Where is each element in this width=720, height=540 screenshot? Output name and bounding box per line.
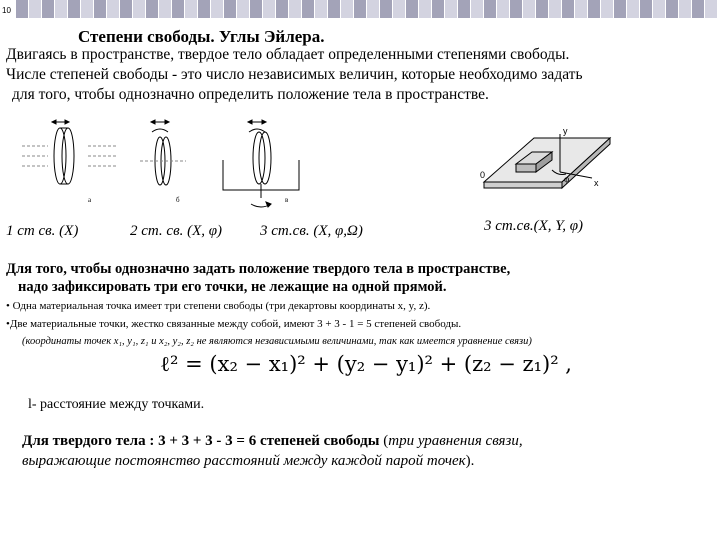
figure-letter: в bbox=[285, 196, 289, 204]
bar-square bbox=[146, 0, 158, 18]
axis-label-phi: φ bbox=[564, 174, 570, 184]
arrow-head bbox=[262, 120, 266, 124]
final-bold: Для твердого тела : 3 + 3 + 3 - 3 = 6 степеней свободы bbox=[22, 433, 380, 449]
bar-square bbox=[406, 0, 418, 18]
slide-title: Степени свободы. Углы Эйлера. bbox=[78, 27, 325, 46]
bar-square bbox=[510, 0, 522, 18]
final-paren: ( bbox=[383, 433, 389, 449]
arrow-head bbox=[248, 120, 252, 124]
final-statement-line2 bbox=[22, 453, 474, 470]
bar-square bbox=[692, 0, 704, 18]
figure-a-one-dof bbox=[18, 116, 128, 206]
plate-front bbox=[484, 182, 562, 188]
bar-square bbox=[224, 0, 236, 18]
axis-label-y: y bbox=[563, 126, 568, 136]
coordinates-note: (координаты точек x₁, y₁, z₁ и x₂, y₂, z₂ не являются независимыми величинами, так как имеется уравнение связи) bbox=[22, 336, 532, 347]
bar-square bbox=[81, 0, 93, 18]
bar-square bbox=[562, 0, 574, 18]
final-italic-1: три уравнения связи, bbox=[388, 433, 523, 449]
bar-square bbox=[549, 0, 561, 18]
bar-square bbox=[471, 0, 483, 18]
bar-square bbox=[601, 0, 613, 18]
bar-square bbox=[250, 0, 262, 18]
bar-square bbox=[575, 0, 587, 18]
figure-b-two-dof bbox=[130, 116, 220, 206]
bar-square bbox=[315, 0, 327, 18]
bar-square bbox=[133, 0, 145, 18]
figure-plate-block bbox=[478, 124, 618, 208]
bar-square bbox=[640, 0, 652, 18]
bar-square bbox=[705, 0, 717, 18]
distance-note: l- расстояние между точками. bbox=[28, 397, 205, 412]
block-front bbox=[516, 164, 536, 172]
caption-two-dof: 2 ст. св. (X, φ) bbox=[130, 223, 223, 239]
bar-square bbox=[653, 0, 665, 18]
intro-line: для того, чтобы однозначно определить положение тела в пространстве. bbox=[12, 86, 489, 103]
bar-square bbox=[393, 0, 405, 18]
caption-three-dof: 3 ст.св. (X, φ,Ω) bbox=[260, 223, 363, 239]
bullet-one-point: • Одна материальная точка имеет три степени свободы (три декартовы координаты x, y, z). bbox=[6, 300, 431, 312]
bullet-two-points: •Две материальные точки, жестко связанные между собой, имеют 3 + 3 - 1 = 5 степеней свободы. bbox=[6, 318, 462, 330]
rotation-arrow bbox=[152, 129, 168, 132]
bar-square bbox=[68, 0, 80, 18]
bar-square bbox=[354, 0, 366, 18]
rotation-arrow bbox=[249, 129, 265, 132]
bar-square bbox=[536, 0, 548, 18]
bar-square bbox=[94, 0, 106, 18]
bar-square bbox=[627, 0, 639, 18]
arrow-head bbox=[165, 120, 169, 124]
disk-body bbox=[62, 128, 74, 184]
slide-number: 10 bbox=[2, 6, 11, 15]
bar-square bbox=[302, 0, 314, 18]
bar-square bbox=[29, 0, 41, 18]
caption-one-dof: 1 ст св. (X) bbox=[6, 223, 79, 239]
bar-square bbox=[432, 0, 444, 18]
bar-square bbox=[328, 0, 340, 18]
bar-square bbox=[497, 0, 509, 18]
final-end: ). bbox=[465, 453, 475, 469]
caption-plate-dof: 3 ст.св.(X, Y, φ) bbox=[484, 218, 584, 234]
bar-square bbox=[614, 0, 626, 18]
axis-label-origin: 0 bbox=[480, 170, 486, 180]
bar-square bbox=[237, 0, 249, 18]
bar-square bbox=[159, 0, 171, 18]
final-italic-2: выражающие постоянство расстояний между каждой парой точек bbox=[22, 453, 466, 469]
distance-formula bbox=[160, 352, 572, 377]
intro-paragraph bbox=[6, 45, 583, 105]
bar-square bbox=[55, 0, 67, 18]
bar-square bbox=[198, 0, 210, 18]
arrow-head bbox=[52, 120, 56, 124]
bar-square bbox=[263, 0, 275, 18]
bar-square bbox=[458, 0, 470, 18]
figure-v-three-dof bbox=[215, 116, 310, 216]
bar-square bbox=[588, 0, 600, 18]
arrow-head bbox=[151, 120, 155, 124]
intro-line: Числе степеней свободы - это число независимых величин, которые необходимо задать bbox=[6, 66, 583, 83]
bar-square bbox=[341, 0, 353, 18]
bar-square bbox=[419, 0, 431, 18]
figure-letter: б bbox=[176, 196, 180, 204]
bar-square bbox=[445, 0, 457, 18]
bar-square bbox=[16, 0, 28, 18]
bold-line: Для того, чтобы однозначно задать положение твердого тела в пространстве, bbox=[6, 261, 511, 277]
bar-square bbox=[107, 0, 119, 18]
bar-square bbox=[120, 0, 132, 18]
figure-letter: а bbox=[88, 196, 92, 204]
bar-square bbox=[679, 0, 691, 18]
final-statement-line1 bbox=[22, 433, 523, 450]
bar-square bbox=[211, 0, 223, 18]
bar-square bbox=[380, 0, 392, 18]
bold-line: надо зафиксировать три его точки, не лежащие на одной прямой. bbox=[18, 279, 447, 295]
intro-line: Двигаясь в пространстве, твердое тело обладает определенными степенями свободы. bbox=[6, 46, 570, 63]
bar-square bbox=[523, 0, 535, 18]
bar-square bbox=[42, 0, 54, 18]
formula-text: ℓ² = (x₂ − x₁)² + (y₂ − y₁)² + (z₂ − z₁)² , bbox=[160, 352, 572, 376]
bar-square bbox=[289, 0, 301, 18]
bar-square bbox=[484, 0, 496, 18]
bar-square bbox=[172, 0, 184, 18]
top-decorative-bar bbox=[0, 0, 720, 22]
bar-square bbox=[367, 0, 379, 18]
bar-square bbox=[276, 0, 288, 18]
axis-label-x: x bbox=[594, 178, 599, 188]
arrow-head bbox=[65, 120, 69, 124]
bar-square bbox=[185, 0, 197, 18]
bar-square bbox=[666, 0, 678, 18]
